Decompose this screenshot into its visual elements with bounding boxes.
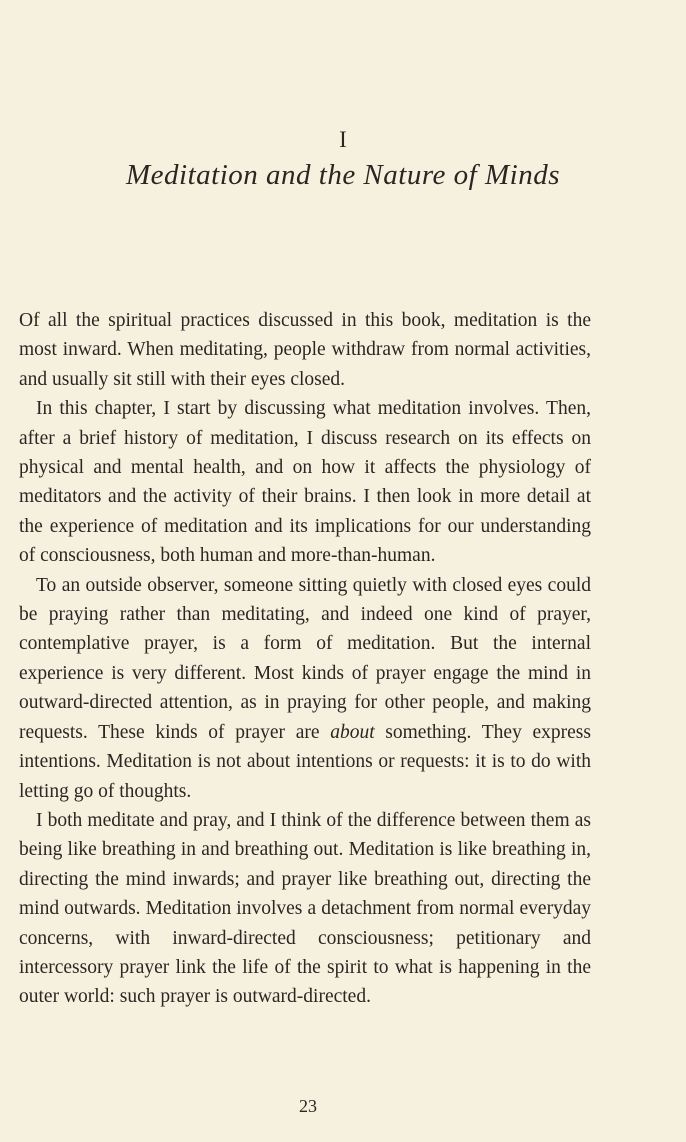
chapter-number: I [339,127,347,152]
paragraph-2: In this chapter, I start by discussing what meditation involves. Then, after a brief history of meditation, I discuss research on its effects on physical and mental health, and on how it affects the physiology of meditators and the activity of their brains. I then look in more detail at the experience of meditation and its implications for our understanding of consciousness, both human and more-than-human. [19,398,591,567]
paragraph-4: I both meditate and pray, and I think of the difference between them as being like breathing in and breathing out. Meditation is like breathing in, directing the mind inwards; and prayer like breathing out, directing the mind outwards. Meditation involves a detachment from normal everyday concerns, with inward-directed consciousness; petitionary and intercessory prayer link the life of the spirit to what is happening in the outer world: such prayer is outward-directed. [19,809,591,1008]
paragraph-3-part-2: something. They express intentions. Meditation is not about intentions or requests: it is to do with letting go of thoughts. [19,721,591,802]
paragraph-3-part-1: To an outside observer, someone sitting quietly with closed eyes could be praying rather than meditating, and indeed one kind of prayer, contemplative prayer, is a form of meditation. But the internal experience is very different. Most kinds of prayer engage the mind in outward-directed attention, as in praying for other people, and making requests. These kinds of prayer are [19,574,591,743]
paragraph-1: Of all the spiritual practices discussed in this book, meditation is the most inward. When meditating, people withdraw from normal activities, and usually sit still with their eyes closed. [19,310,591,390]
page-number: 23 [299,1096,317,1116]
chapter-body [19,306,591,1012]
emphasis-about: about [330,721,375,743]
chapter-title: Meditation and the Nature of Minds [126,159,560,191]
paragraph-3 [19,571,591,806]
